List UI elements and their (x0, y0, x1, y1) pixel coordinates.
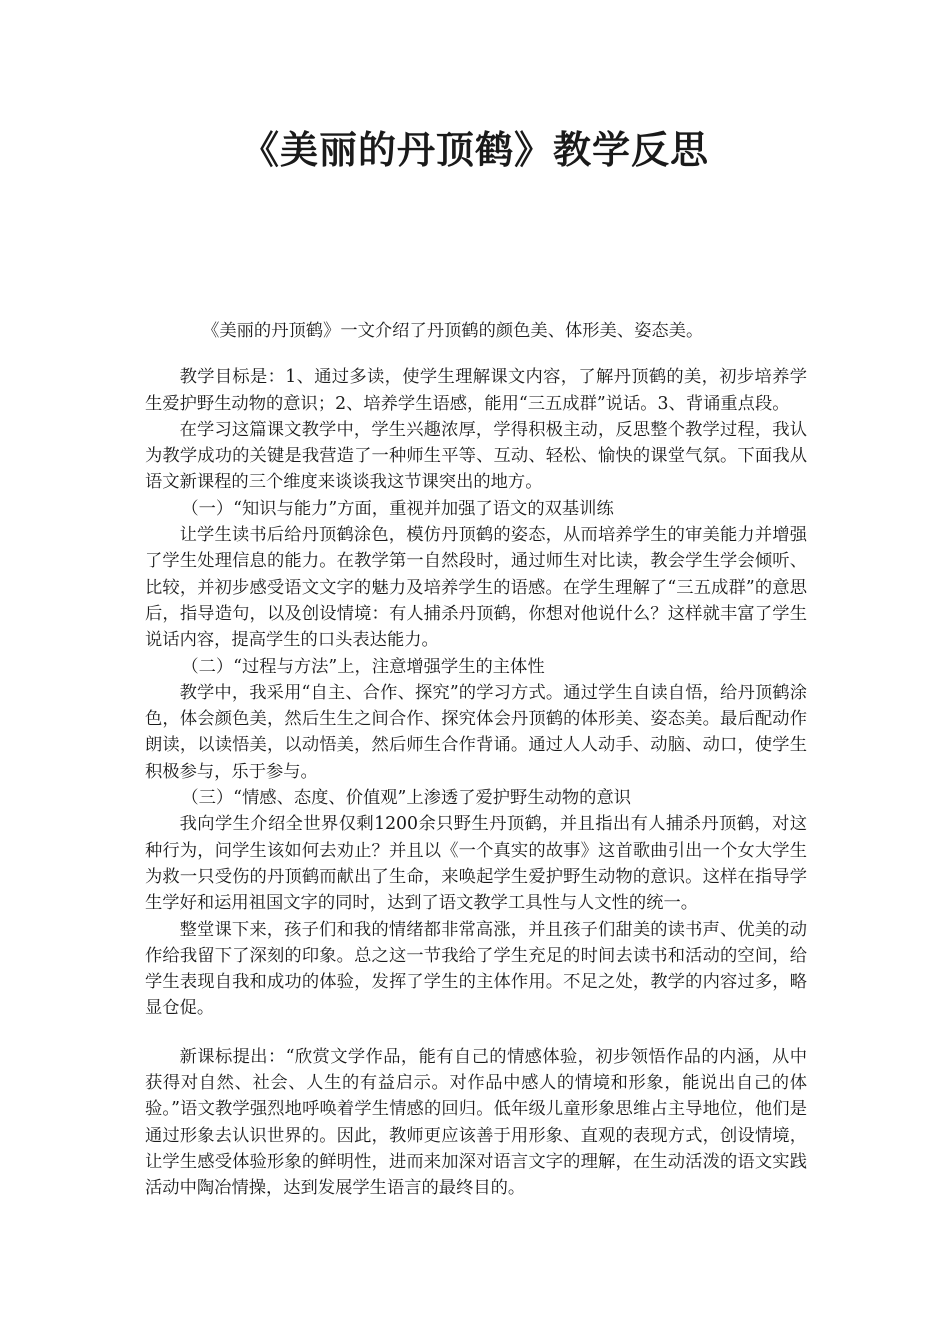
section-2-paragraph: 教学中，我采用“自主、合作、探究”的学习方式。通过学生自读自悟，给丹顶鹤涂色，体会颜色美，然后生生之间合作、探究体会丹顶鹤的体形美、姿态美。最后配动作朗读，以读悟美，以动悟美，然后师生合作背诵。通过人人动手、动脑、动口，使学生积极参与，乐于参与。 (145, 682, 807, 782)
summary-paragraph: 整堂课下来，孩子们和我的情绪都非常高涨，并且孩子们甜美的读书声、优美的动作给我留下了深刻的印象。总之这一节我给了学生充足的时间去读书和活动的空间，给学生表现自我和成功的体验，发挥了学生的主体作用。不足之处，教学的内容过多，略显仓促。 (145, 919, 807, 1019)
section-heading-2: （二）“过程与方法”上，注意增强学生的主体性 (181, 656, 545, 677)
curriculum-standard-paragraph: 新课标提出：“欣赏文学作品，能有自己的情感体验，初步领悟作品的内涵，从中获得对自然、社会、人生的有益启示。对作品中感人的情境和形象，能说出自己的体验。”语文教学强烈地呼唤着学生情感的回归。低年级儿童形象思维占主导地位，他们是通过形象去认识世界的。因此，教师更应该善于用形象、直观的表现方式，创设情境，让学生感受体验形象的鲜明性，进而来加深对语言文字的理解，在生动活泼的语文实践活动中陶冶情操，达到发展学生语言的最终目的。 (145, 1046, 807, 1199)
paragraph-gap (145, 1022, 807, 1044)
section-1-paragraph: 让学生读书后给丹顶鹤涂色，模仿丹顶鹤的姿态，从而培养学生的审美能力并增强了学生处理信息的能力。在教学第一自然段时，通过师生对比读，教会学生学会倾听、比较，并初步感受语文文字的魅力及培养学生的语感。在学生理解了“三五成群”的意思后，指导造句，以及创设情境：有人捕杀丹顶鹤，你想对他说什么？这样就丰富了学生说话内容，提高学生的口头表达能力。 (145, 525, 807, 651)
intro-paragraph: 《美丽的丹顶鹤》一文介绍了丹顶鹤的颜色美、体形美、姿态美。 (202, 321, 704, 341)
section-heading-3: （三）“情感、态度、价值观”上渗透了爱护野生动物的意识 (181, 788, 632, 809)
paragraph-gap (145, 344, 807, 364)
reflection-paragraph: 在学习这篇课文教学中，学生兴趣浓厚，学得积极主动，反思整个教学过程，我认为教学成功的关键是我营造了一种师生平等、互动、轻松、愉快的课堂气氛。下面我从语文新课程的三个维度来谈谈我这节课突出的地方。 (145, 419, 807, 493)
document-title: 《美丽的丹顶鹤》教学反思 (240, 128, 709, 172)
teaching-goals-paragraph: 教学目标是：1、通过多读，使学生理解课文内容，了解丹顶鹤的美，初步培养学生爱护野生动物的意识；2、培养学生语感，能用“三五成群”说话。3、背诵重点段。 (145, 367, 807, 414)
section-heading-1: （一）“知识与能力”方面，重视并加强了语文的双基训练 (181, 498, 614, 519)
document-body (145, 318, 807, 1202)
section-3-paragraph: 我向学生介绍全世界仅剩1200余只野生丹顶鹤，并且指出有人捕杀丹顶鹤，对这种行为，问学生该如何去劝止？并且以《一个真实的故事》这首歌曲引出一个女大学生为救一只受伤的丹顶鹤而献出了生命，来唤起学生爱护野生动物的意识。这样在指导学生学好和运用祖国文字的同时，达到了语文教学工具性与人文性的统一。 (145, 814, 807, 914)
